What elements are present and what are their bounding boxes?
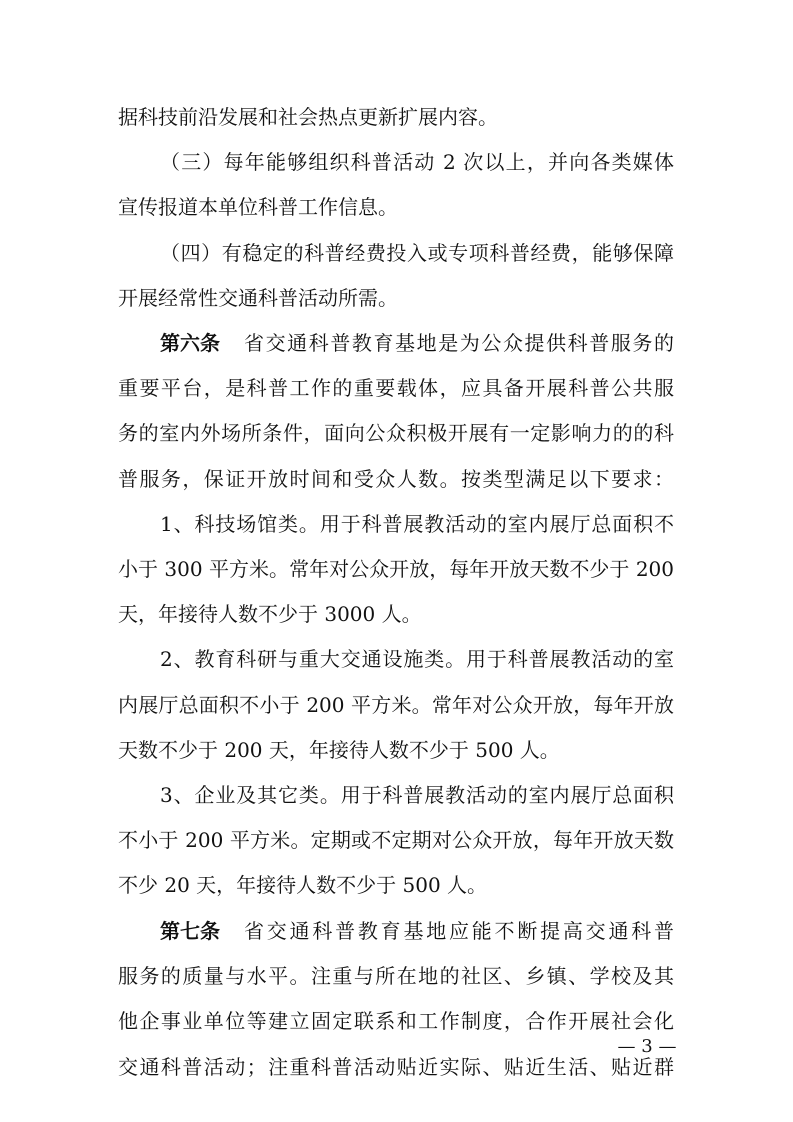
article-6-line-3: 务的室内外场所条件，面向公众积极开展有一定影响力的的科 (118, 421, 674, 445)
text-line (0, 323, 793, 363)
item-1-line-3: 天，年接待人数不少于 3000 人。 (118, 602, 422, 626)
text-line (0, 549, 793, 589)
item-2-line-1: 2、教育科研与重大交通设施类。用于科普展教活动的室 (160, 647, 674, 671)
item-3-line-1: 3、企业及其它类。用于科普展教活动的室内展厅总面积 (160, 783, 674, 807)
text-line (0, 730, 793, 770)
article-7-line-3: 他企事业单位等建立固定联系和工作制度，合作开展社会化 (118, 1009, 674, 1033)
article-7-heading: 第七条 (160, 919, 220, 943)
text-line (0, 504, 793, 544)
item-3-line-3: 不少 20 天，年接待人数不少于 500 人。 (118, 873, 488, 897)
paragraph-3-line-1: （三）每年能够组织科普活动 2 次以上，并向各类媒体 (160, 150, 674, 174)
item-2-line-3: 天数不少于 200 天，年接待人数不少于 500 人。 (118, 738, 560, 762)
text-line (0, 233, 793, 273)
article-7-line-4: 交通科普活动；注重科普活动贴近实际、贴近生活、贴近群 (118, 1055, 674, 1079)
text-line (0, 1001, 793, 1041)
article-6-heading: 第六条 (160, 331, 220, 355)
text-line (0, 956, 793, 996)
text-line (0, 368, 793, 408)
item-1-line-1: 1、科技场馆类。用于科普展教活动的室内展厅总面积不 (160, 512, 674, 536)
text-line (0, 1047, 793, 1087)
text-line (0, 865, 793, 905)
text-line (0, 594, 793, 634)
article-6-line-2: 重要平台，是科普工作的重要载体，应具备开展科普公共服 (118, 376, 674, 400)
paragraph-3-line-2: 宣传报道本单位科普工作信息。 (118, 195, 398, 219)
item-2-line-2: 内展厅总面积不小于 200 平方米。常年对公众开放，每年开放 (118, 693, 674, 717)
text-line (0, 97, 793, 137)
paragraph-4-line-1: （四）有稳定的科普经费投入或专项科普经费，能够保障 (160, 241, 674, 265)
paragraph-4-line-2: 开展经常性交通科普活动所需。 (118, 286, 398, 310)
text-line (0, 142, 793, 182)
paragraph-continuation: 据科技前沿发展和社会热点更新扩展内容。 (118, 105, 498, 129)
text-line (0, 639, 793, 679)
article-7-line-2: 服务的质量与水平。注重与所在地的社区、乡镇、学校及其 (118, 964, 674, 988)
article-7-line-1: 省交通科普教育基地应能不断提高交通科普 (244, 919, 674, 943)
article-6-line-1: 省交通科普教育基地是为公众提供科普服务的 (244, 331, 674, 355)
text-line (0, 685, 793, 725)
text-line (0, 278, 793, 318)
text-line (0, 187, 793, 227)
page-number: — 3 — (617, 1036, 677, 1057)
item-1-line-2: 小于 300 平方米。常年对公众开放，每年开放天数不少于 200 (118, 557, 674, 581)
item-3-line-2: 不小于 200 平方米。定期或不定期对公众开放，每年开放天数 (118, 828, 674, 852)
text-line (0, 459, 793, 499)
text-line (0, 775, 793, 815)
text-line (0, 820, 793, 860)
text-line (0, 911, 793, 951)
article-6-line-4: 普服务，保证开放时间和受众人数。按类型满足以下要求： (118, 467, 674, 491)
text-line (0, 413, 793, 453)
